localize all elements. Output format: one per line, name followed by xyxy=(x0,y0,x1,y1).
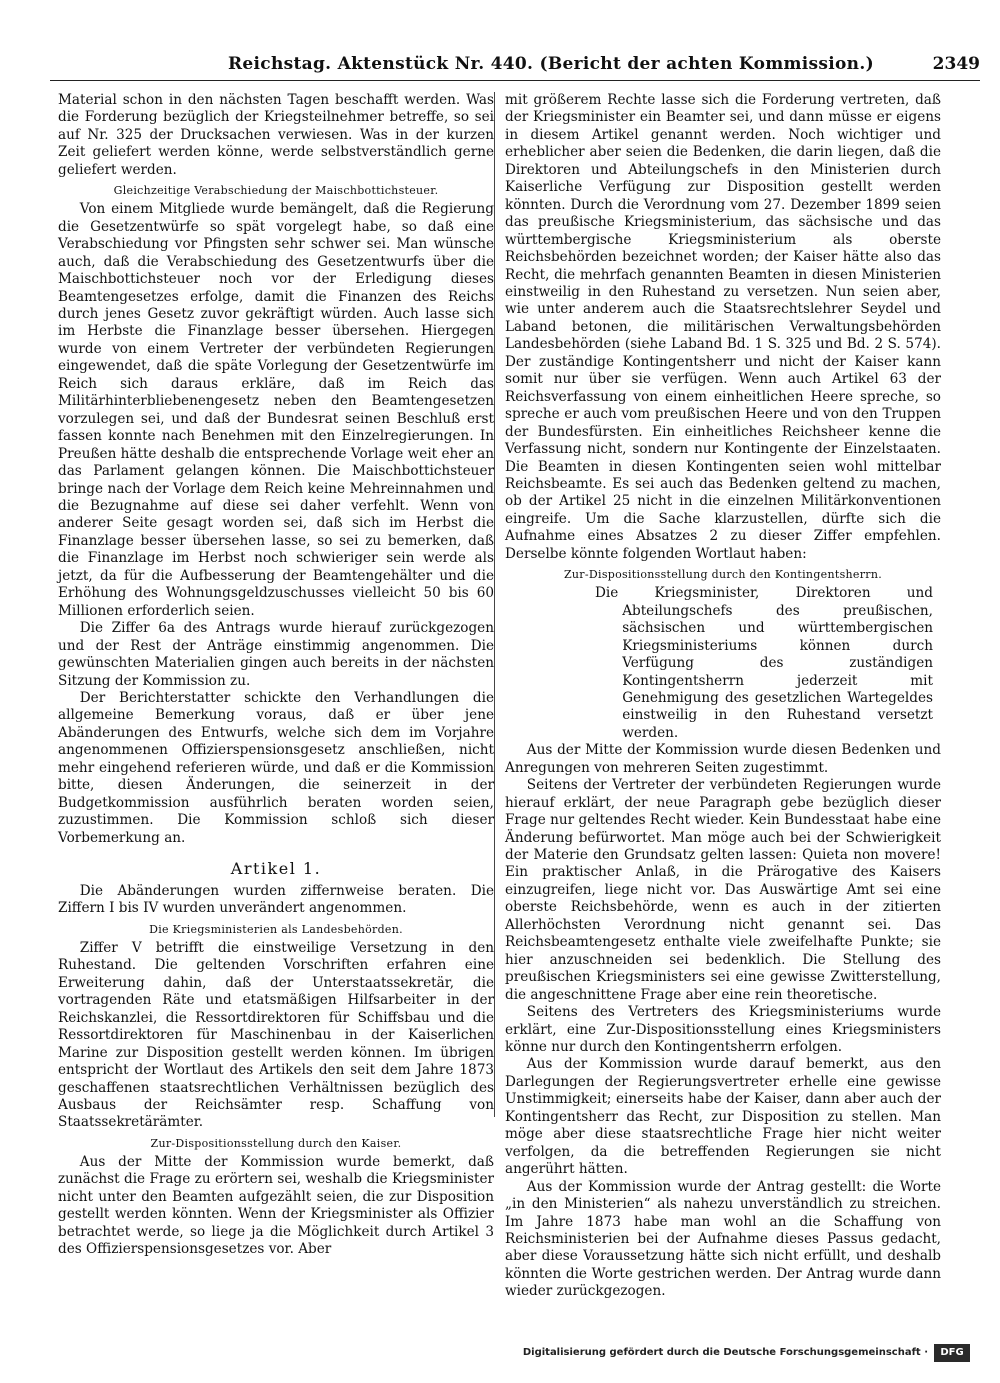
right-column xyxy=(505,92,941,1301)
paragraph: mit größerem Rechte lasse sich die Forderung vertreten, daß der Kriegsminister ein Beamter sei, und dann müsse er eigens in diesem Artikel genannt werden. Noch wichtiger und erheblicher aber seien die Bedenken, die darin liegen, daß die Direktoren und Abteilungschefs in den Ministerien durch Kaiserliche Verfügung zur Disposition gestellt werden könnten. Durch die Verordnung vom 27. Dezember 1899 seien das preußische Kriegsministerium, das sächsische und das württembergische Kriegsministerium als oberste Reichsbehörden bezeichnet worden; der Kaiser hätte also das Recht, die mehrfach genannten Beamten in diesen Ministerien einstweilig in den Ruhestand zu versetzen. Nun seien aber, wie unter anderem auch die Staatsrechtslehrer Seydel und Laband betonen, die militärischen Verwaltungsbehörden Landesbehörden (siehe Laband Bd. 1 S. 325 und Bd. 2 S. 574). Der zuständige Kontingentsherr und nicht der Kaiser kann somit nur über sie verfügen. Wenn auch Artikel 63 der Reichsverfassung von einem einheitlichen Heere spreche, so spreche er auch vom preußischen Heere und von den Truppen der Bundesfürsten. Ein einheitliches Reichsheer kenne die Verfassung nicht, sondern nur Kontingente der Einzelstaaten. Die Beamten in diesen Kontingenten seien wohl mittelbar Reichsbeamte. Es sei auch das Bedenken geltend zu machen, ob der Artikel 25 nicht in die einzelnen Militärkonventionen eingreife. Um die Sache klarzustellen, dürfte sich die Aufnahme eines Absatzes 2 zu dieser Ziffer empfehlen. Derselbe könnte folgenden Wortlaut haben: xyxy=(505,92,941,562)
paragraph: Ziffer V betrifft die einstweilige Versetzung in den Ruhestand. Die geltenden Vorschriften erfahren eine Erweiterung dahin, daß der Unterstaatssekretär, die vortragenden Räte und etatsmäßigen Hilfsarbeiter in der Reichskanzlei, die Ressortdirektoren für Schiffsbau und die Ressortdirektoren für Maschinenbau in der Kaiserlichen Marine zur Disposition gestellt werden können. Im übrigen entspricht der Wortlaut des Artikels den seit dem Jahre 1873 geschaffenen staatsrechtlichen Verhältnissen bezüglich des Ausbaus der Reichsämter resp. Schaffung von Staatssekretärämter. xyxy=(58,939,494,1131)
page-header xyxy=(50,52,980,82)
paragraph: Die Ziffer 6a des Antrags wurde hierauf zurückgezogen und der Rest der Anträge einstimmig angenommen. Die gewünschten Materialien gingen auch bereits in der nächsten Sitzung der Kommission zu. xyxy=(58,620,494,689)
paragraph: Aus der Kommission wurde darauf bemerkt, aus den Darlegungen der Regierungsvertreter erhelle eine gewisse Unstimmigkeit; einerseits habe der Kaiser, dann aber auch der Kontingentsherr das Recht, zur Disposition zu stellen. Man möge aber diese staatsrechtliche Frage hier nicht weiter verfolgen, da die betreffenden Regierungen sie nicht angerührt hätten. xyxy=(505,1056,941,1178)
dfg-logo: DFG xyxy=(934,1344,970,1362)
paragraph: Aus der Mitte der Kommission wurde bemerkt, daß zunächst die Frage zu erörtern sei, weshalb die Kriegsminister nicht unter den Beamten aufgezählt seien, die zur Disposition gestellt werden könnten. Wenn der Kriegsminister als Offizier betrachtet werde, so liege ja die Möglichkeit durch Artikel 3 des Offizierspensionsgesetzes vor. Aber xyxy=(58,1153,494,1258)
section-heading: Zur-Dispositionsstellung durch den Kaiser. xyxy=(150,1136,402,1150)
section-heading: Gleichzeitige Verabschiedung der Maischbottichsteuer. xyxy=(113,184,439,198)
paragraph: Von einem Mitgliede wurde bemängelt, daß die Regierung die Gesetzentwürfe so spät vorgelegt habe, so daß eine Verabschiedung vor Pfingsten sehr schwer sei. Man wünsche auch, daß die Verabschiedung des Gesetzentwurfs über die Maischbottichsteuer noch vor der Erledigung dieses Beamtengesetzes erfolge, damit die Finanzen des Reichs durch jenes Gesetz zuvor gekräftigt würden. Auch lasse sich im Herbste die Finanzlage besser übersehen. Hiergegen wurde von einem Vertreter der verbündeten Regierungen eingewendet, daß die späte Vorlegung der Gesetzentwürfe im Reich sich daraus erkläre, daß im Reich das Militärhinterbliebenengesetz neben den Beamtengesetzen vorzulegen sei, und daß der Bundesrat seinen Beschluß erst fassen konnte nach Benehmen mit den Einzelregierungen. In Preußen hätte deshalb die entsprechende Vorlage weit eher an das Parlament gelangen können. Die Maischbottichsteuer bringe nach der Vorlage dem Reich keine Mehreinnahmen und die Bezugnahme auf diese sei daher verfehlt. Wenn von anderer Seite gesagt worden sei, daß sich im Herbst die Finanzlage besser übersehen lasse, so sei zu bemerken, daß die Finanzlage im Herbst noch schwieriger sein werde als jetzt, da für die Aufbesserung der Beamtengehälter und die Erhöhung des Wohnungsgeldzuschusses vielleicht 50 bis 60 Millionen erforderlich seien. xyxy=(58,201,494,619)
left-column xyxy=(58,92,494,1259)
funding-note: Digitalisierung gefördert durch die Deutsche Forschungsgemeinschaft · xyxy=(522,1347,928,1358)
paragraph: Seitens der Vertreter der verbündeten Regierungen wurde hierauf erklärt, der neue Paragraph gebe bezüglich dieser Frage nur geltendes Recht wieder. Kein Bundesstaat habe eine Änderung befürwortet. Man möge auch bei der Schwierigkeit der Materie den Grundsatz gelten lassen: Quieta non movere! Ein praktischer Anlaß, in die Prärogative des Kaisers einzugreifen, liege nicht vor. Das Auswärtige Amt sei eine oberste Reichsbehörde, wenn es auch in der zitierten Allerhöchsten Verordnung nicht genannt sei. Das Reichsbeamtengesetz enthalte viele zweifelhafte Punkte; sie hier anzuschneiden sei bedenklich. Die Stellung des preußischen Kriegsministers sei eine gewisse Zwitterstellung, die angeschnittene Frage aber eine rein theoretische. xyxy=(505,777,941,1003)
section-heading: Zur-Dispositionsstellung durch den Kontingentsherrn. xyxy=(563,568,883,582)
proposed-wording: Die Kriegsminister, Direktoren und Abteilungschefs des preußischen, sächsischen und württembergischen Kriegsministeriums können durch Verfügung des zuständigen Kontingentsherrn jederzeit mit Genehmigung des gesetzlichen Wartegeldes einstweilig in den Ruhestand versetzt werden. xyxy=(595,585,933,741)
page-footer xyxy=(522,1343,970,1365)
paragraph: Aus der Mitte der Kommission wurde diesen Bedenken und Anregungen von mehreren Seiten zugestimmt. xyxy=(505,742,941,776)
paragraph: Material schon in den nächsten Tagen beschafft werden. Was die Forderung bezüglich der Kriegsteilnehmer betreffe, so sei auf Nr. 325 der Drucksachen verwiesen. Was in der kurzen Zeit geliefert werden könne, werde selbstverständlich gerne geliefert werden. xyxy=(58,92,494,178)
paragraph: Seitens des Vertreters des Kriegsministeriums wurde erklärt, eine Zur-Dispositionsstellung eines Kriegsministers könne nur durch den Kontingentsherrn erfolgen. xyxy=(505,1004,941,1056)
article-heading: Artikel 1. xyxy=(230,859,322,879)
paragraph: Aus der Kommission wurde der Antrag gestellt: die Worte „in den Ministerien“ als nahezu unverständlich zu streichen. Im Jahre 1873 habe man wohl an die Schaffung von Reichsministerien bei der Aufnahme dieses Passus gedacht, aber diese Voraussetzung hätte sich nicht erfüllt, und deshalb könnten die Worte gestrichen werden. Der Antrag wurde dann wieder zurückgezogen. xyxy=(505,1178,941,1300)
paragraph: Die Abänderungen wurden ziffernweise beraten. Die Ziffern I bis IV wurden unverändert angenommen. xyxy=(58,883,494,917)
header-rule xyxy=(50,80,980,81)
page-number: 2349 xyxy=(932,54,980,74)
paragraph: Der Berichterstatter schickte den Verhandlungen die allgemeine Bemerkung voraus, daß er über jene Abänderungen des Entwurfs, welche sich dem im Vorjahre angenommenen Offizierspensionsgesetz anschließen, nicht mehr eingehend referieren würde, und daß er die Kommission bitte, diesen Änderungen, die seinerzeit in der Budgetkommission ausführlich beraten worden seien, zuzustimmen. Die Kommission schloß sich dieser Vorbemerkung an. xyxy=(58,689,494,846)
section-heading: Die Kriegsministerien als Landesbehörden. xyxy=(149,922,403,936)
header-title: Reichstag. Aktenstück Nr. 440. (Bericht der achten Kommission.) xyxy=(228,54,874,74)
column-divider xyxy=(494,92,495,1117)
